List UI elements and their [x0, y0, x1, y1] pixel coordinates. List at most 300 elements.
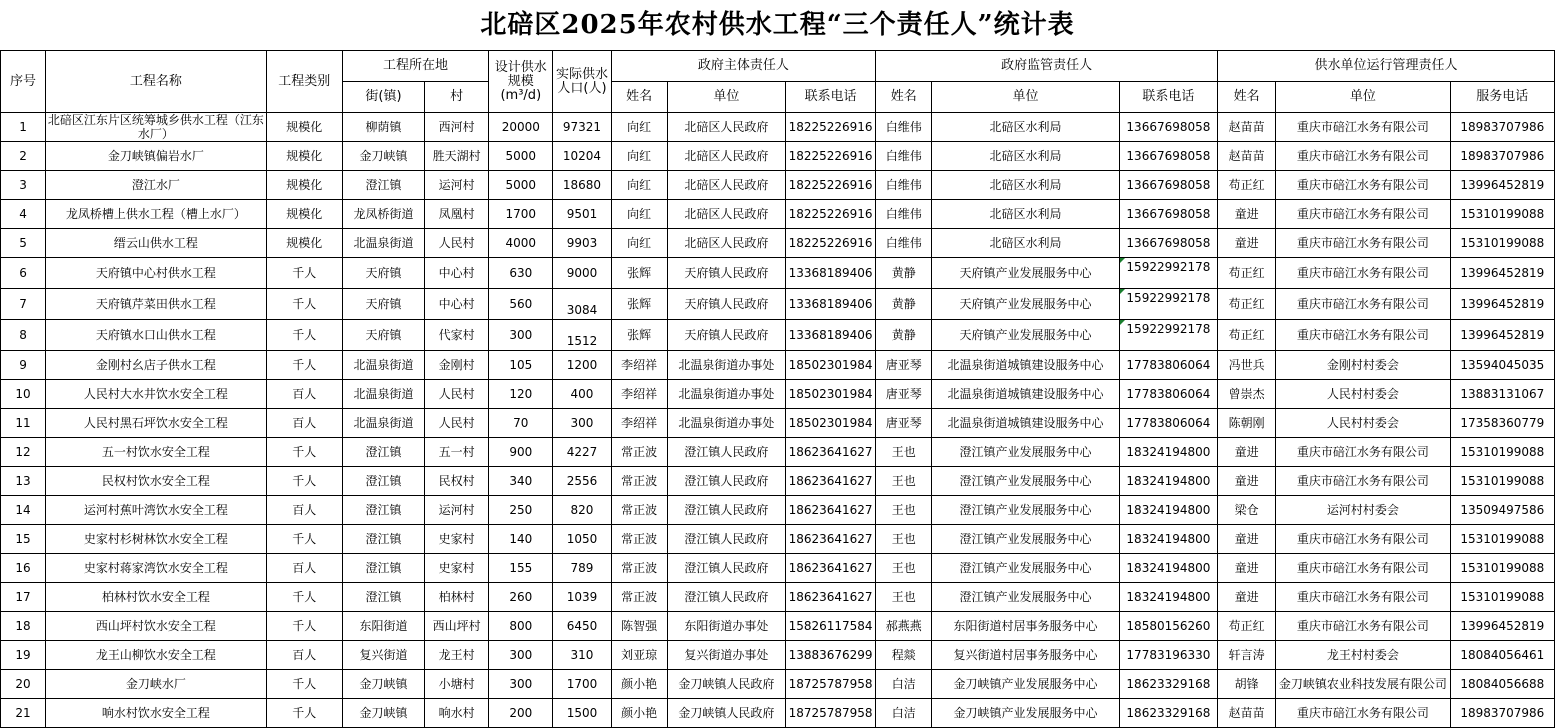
operator-unit: 金刀峡镇农业科技发展有限公司	[1276, 670, 1450, 699]
operator-phone: 13996452819	[1450, 612, 1554, 641]
row-number: 8	[1, 320, 46, 351]
gov-supervise-phone: 17783806064	[1119, 351, 1217, 380]
design-capacity: 105	[489, 351, 553, 380]
gov-main-phone: 18623641627	[785, 583, 875, 612]
project-name: 缙云山供水工程	[46, 229, 267, 258]
gov-supervise-phone: 13667698058	[1119, 142, 1217, 171]
design-capacity: 260	[489, 583, 553, 612]
street-town: 天府镇	[342, 320, 424, 351]
street-town: 金刀峡镇	[342, 142, 424, 171]
operator-phone: 18983707986	[1450, 113, 1554, 142]
project-name: 运河村蕉叶湾饮水安全工程	[46, 496, 267, 525]
gov-supervise-unit: 北碚区水利局	[932, 142, 1119, 171]
gov-supervise-name: 白维伟	[876, 229, 932, 258]
operator-unit: 重庆市碚江水务有限公司	[1276, 438, 1450, 467]
street-town: 北温泉街道	[342, 380, 424, 409]
operator-unit: 重庆市碚江水务有限公司	[1276, 699, 1450, 728]
gov-main-phone: 18623641627	[785, 438, 875, 467]
served-population: 1050	[553, 525, 611, 554]
gov-supervise-name: 唐亚琴	[876, 351, 932, 380]
gov-main-phone: 13368189406	[785, 289, 875, 320]
design-capacity: 4000	[489, 229, 553, 258]
design-capacity: 250	[489, 496, 553, 525]
design-capacity: 5000	[489, 142, 553, 171]
served-population: 9903	[553, 229, 611, 258]
gov-supervise-unit: 北温泉街道城镇建设服务中心	[932, 380, 1119, 409]
project-name: 金刚村幺店子供水工程	[46, 351, 267, 380]
operator-phone: 18983707986	[1450, 699, 1554, 728]
gov-supervise-name: 程燚	[876, 641, 932, 670]
row-number: 6	[1, 258, 46, 289]
gov-main-phone: 18225226916	[785, 200, 875, 229]
header-population: 实际供水人口(人)	[553, 51, 611, 113]
header-gs-name: 姓名	[876, 82, 932, 113]
project-name: 金刀峡镇偏岩水厂	[46, 142, 267, 171]
gov-main-name: 李绍祥	[611, 409, 667, 438]
table-row	[1, 670, 1555, 699]
served-population: 1500	[553, 699, 611, 728]
street-town: 东阳街道	[342, 612, 424, 641]
gov-supervise-phone: 13667698058	[1119, 229, 1217, 258]
design-capacity: 140	[489, 525, 553, 554]
gov-supervise-unit: 澄江镇产业发展服务中心	[932, 554, 1119, 583]
village: 运河村	[425, 171, 489, 200]
header-gs-unit: 单位	[932, 82, 1119, 113]
table-row	[1, 380, 1555, 409]
operator-phone: 13883131067	[1450, 380, 1554, 409]
operator-unit: 重庆市碚江水务有限公司	[1276, 525, 1450, 554]
design-capacity: 340	[489, 467, 553, 496]
operator-phone: 18084056688	[1450, 670, 1554, 699]
street-town: 金刀峡镇	[342, 699, 424, 728]
project-name: 金刀峡水厂	[46, 670, 267, 699]
gov-main-name: 向红	[611, 200, 667, 229]
table-row	[1, 229, 1555, 258]
header-gm-name: 姓名	[611, 82, 667, 113]
operator-name: 苟正红	[1218, 612, 1276, 641]
table-row	[1, 320, 1555, 351]
gov-supervise-name: 王也	[876, 554, 932, 583]
gov-supervise-unit: 东阳街道村居事务服务中心	[932, 612, 1119, 641]
gov-main-phone: 15826117584	[785, 612, 875, 641]
street-town: 复兴街道	[342, 641, 424, 670]
row-number: 21	[1, 699, 46, 728]
gov-supervise-phone: 18623329168	[1119, 670, 1217, 699]
project-name: 民权村饮水安全工程	[46, 467, 267, 496]
project-name: 人民村黑石坪饮水安全工程	[46, 409, 267, 438]
gov-main-name: 张辉	[611, 320, 667, 351]
served-population: 310	[553, 641, 611, 670]
design-capacity: 300	[489, 641, 553, 670]
gov-supervise-unit: 北碚区水利局	[932, 113, 1119, 142]
served-population: 1512	[553, 320, 611, 351]
operator-name: 胡锋	[1218, 670, 1276, 699]
header-operator: 供水单位运行管理责任人	[1218, 51, 1555, 82]
design-capacity: 900	[489, 438, 553, 467]
project-name: 五一村饮水安全工程	[46, 438, 267, 467]
gov-main-phone: 13368189406	[785, 320, 875, 351]
gov-main-phone: 18225226916	[785, 142, 875, 171]
responsibility-table	[0, 50, 1555, 728]
served-population: 789	[553, 554, 611, 583]
gov-supervise-phone: 15922992178	[1119, 320, 1217, 351]
gov-main-phone: 18225226916	[785, 171, 875, 200]
project-type: 千人	[266, 525, 342, 554]
operator-phone: 15310199088	[1450, 525, 1554, 554]
project-name: 龙王山柳饮水安全工程	[46, 641, 267, 670]
operator-unit: 重庆市碚江水务有限公司	[1276, 171, 1450, 200]
gov-supervise-phone: 18324194800	[1119, 525, 1217, 554]
project-type: 千人	[266, 320, 342, 351]
header-gov-main: 政府主体责任人	[611, 51, 876, 82]
row-number: 10	[1, 380, 46, 409]
gov-supervise-name: 唐亚琴	[876, 409, 932, 438]
row-number: 3	[1, 171, 46, 200]
gov-main-phone: 18623641627	[785, 554, 875, 583]
village: 人民村	[425, 229, 489, 258]
operator-unit: 重庆市碚江水务有限公司	[1276, 320, 1450, 351]
gov-main-phone: 18725787958	[785, 699, 875, 728]
project-type: 百人	[266, 380, 342, 409]
project-name: 龙凤桥槽上供水工程（槽上水厂）	[46, 200, 267, 229]
table-row	[1, 289, 1555, 320]
table-row	[1, 438, 1555, 467]
street-town: 柳荫镇	[342, 113, 424, 142]
village: 西河村	[425, 113, 489, 142]
street-town: 龙凤桥街道	[342, 200, 424, 229]
gov-supervise-name: 白洁	[876, 699, 932, 728]
village: 史家村	[425, 554, 489, 583]
gov-main-name: 常正波	[611, 467, 667, 496]
project-type: 千人	[266, 289, 342, 320]
operator-phone: 17358360779	[1450, 409, 1554, 438]
gov-main-unit: 澄江镇人民政府	[667, 583, 785, 612]
operator-phone: 18084056461	[1450, 641, 1554, 670]
project-type: 百人	[266, 554, 342, 583]
page-title: 北碚区2025年农村供水工程“三个责任人”统计表	[480, 10, 1075, 40]
village: 龙王村	[425, 641, 489, 670]
header-seq: 序号	[1, 51, 46, 113]
operator-name: 童进	[1218, 583, 1276, 612]
gov-main-name: 刘亚琼	[611, 641, 667, 670]
gov-supervise-name: 黄静	[876, 289, 932, 320]
operator-name: 苟正红	[1218, 320, 1276, 351]
gov-main-name: 向红	[611, 113, 667, 142]
street-town: 澄江镇	[342, 171, 424, 200]
gov-main-unit: 东阳街道办事处	[667, 612, 785, 641]
row-number: 13	[1, 467, 46, 496]
gov-main-unit: 澄江镇人民政府	[667, 525, 785, 554]
street-town: 天府镇	[342, 289, 424, 320]
village: 凤凰村	[425, 200, 489, 229]
project-name: 天府镇芹菜田供水工程	[46, 289, 267, 320]
gov-supervise-unit: 北碚区水利局	[932, 229, 1119, 258]
gov-supervise-name: 唐亚琴	[876, 380, 932, 409]
operator-name: 赵苗苗	[1218, 699, 1276, 728]
village: 西山坪村	[425, 612, 489, 641]
operator-unit: 重庆市碚江水务有限公司	[1276, 289, 1450, 320]
gov-main-name: 张辉	[611, 289, 667, 320]
gov-supervise-phone: 18324194800	[1119, 438, 1217, 467]
gov-main-name: 张辉	[611, 258, 667, 289]
gov-supervise-unit: 北碚区水利局	[932, 200, 1119, 229]
row-number: 4	[1, 200, 46, 229]
gov-supervise-phone: 17783196330	[1119, 641, 1217, 670]
header-street: 街(镇)	[342, 82, 424, 113]
table-row	[1, 409, 1555, 438]
street-town: 北温泉街道	[342, 409, 424, 438]
gov-supervise-name: 黄静	[876, 320, 932, 351]
gov-main-phone: 13368189406	[785, 258, 875, 289]
gov-main-phone: 18623641627	[785, 467, 875, 496]
table-row	[1, 171, 1555, 200]
street-town: 天府镇	[342, 258, 424, 289]
operator-phone: 13509497586	[1450, 496, 1554, 525]
project-type: 规模化	[266, 229, 342, 258]
operator-name: 童进	[1218, 554, 1276, 583]
gov-supervise-unit: 天府镇产业发展服务中心	[932, 320, 1119, 351]
gov-main-phone: 18502301984	[785, 380, 875, 409]
gov-supervise-phone: 17783806064	[1119, 409, 1217, 438]
table-row	[1, 612, 1555, 641]
gov-main-unit: 北温泉街道办事处	[667, 409, 785, 438]
served-population: 97321	[553, 113, 611, 142]
gov-supervise-name: 王也	[876, 467, 932, 496]
project-type: 规模化	[266, 171, 342, 200]
design-capacity: 560	[489, 289, 553, 320]
street-town: 澄江镇	[342, 438, 424, 467]
street-town: 澄江镇	[342, 467, 424, 496]
header-project: 工程名称	[46, 51, 267, 113]
operator-name: 童进	[1218, 438, 1276, 467]
table-row	[1, 113, 1555, 142]
operator-phone: 15310199088	[1450, 467, 1554, 496]
table-row	[1, 467, 1555, 496]
project-name: 天府镇水口山供水工程	[46, 320, 267, 351]
row-number: 11	[1, 409, 46, 438]
gov-main-name: 常正波	[611, 554, 667, 583]
project-type: 规模化	[266, 142, 342, 171]
gov-supervise-unit: 澄江镇产业发展服务中心	[932, 438, 1119, 467]
served-population: 18680	[553, 171, 611, 200]
project-type: 规模化	[266, 200, 342, 229]
operator-unit: 运河村村委会	[1276, 496, 1450, 525]
gov-main-unit: 澄江镇人民政府	[667, 496, 785, 525]
village: 响水村	[425, 699, 489, 728]
project-name: 柏林村饮水安全工程	[46, 583, 267, 612]
table-row	[1, 583, 1555, 612]
operator-name: 童进	[1218, 200, 1276, 229]
gov-main-unit: 澄江镇人民政府	[667, 467, 785, 496]
operator-name: 童进	[1218, 467, 1276, 496]
gov-supervise-phone: 15922992178	[1119, 289, 1217, 320]
design-capacity: 200	[489, 699, 553, 728]
row-number: 19	[1, 641, 46, 670]
operator-name: 赵苗苗	[1218, 142, 1276, 171]
operator-name: 苟正红	[1218, 171, 1276, 200]
served-population: 820	[553, 496, 611, 525]
table-row	[1, 258, 1555, 289]
project-name: 天府镇中心村供水工程	[46, 258, 267, 289]
project-type: 百人	[266, 641, 342, 670]
gov-main-name: 常正波	[611, 496, 667, 525]
gov-supervise-name: 白维伟	[876, 171, 932, 200]
operator-phone: 13594045035	[1450, 351, 1554, 380]
operator-phone: 18983707986	[1450, 142, 1554, 171]
served-population: 1200	[553, 351, 611, 380]
village: 人民村	[425, 409, 489, 438]
gov-main-unit: 天府镇人民政府	[667, 289, 785, 320]
project-type: 百人	[266, 409, 342, 438]
project-type: 千人	[266, 438, 342, 467]
served-population: 400	[553, 380, 611, 409]
operator-unit: 金刚村村委会	[1276, 351, 1450, 380]
gov-main-phone: 18623641627	[785, 496, 875, 525]
table-row	[1, 142, 1555, 171]
project-type: 千人	[266, 670, 342, 699]
gov-supervise-name: 王也	[876, 525, 932, 554]
gov-main-unit: 天府镇人民政府	[667, 258, 785, 289]
operator-unit: 龙王村村委会	[1276, 641, 1450, 670]
row-number: 18	[1, 612, 46, 641]
row-number: 7	[1, 289, 46, 320]
operator-unit: 重庆市碚江水务有限公司	[1276, 467, 1450, 496]
served-population: 1039	[553, 583, 611, 612]
project-name: 人民村大水井饮水安全工程	[46, 380, 267, 409]
header-design-capacity: 设计供水规模(m³/d)	[489, 51, 553, 113]
gov-supervise-unit: 天府镇产业发展服务中心	[932, 258, 1119, 289]
gov-main-unit: 复兴街道办事处	[667, 641, 785, 670]
header-gs-phone: 联系电话	[1119, 82, 1217, 113]
gov-supervise-name: 白维伟	[876, 142, 932, 171]
village: 代家村	[425, 320, 489, 351]
row-number: 15	[1, 525, 46, 554]
operator-unit: 重庆市碚江水务有限公司	[1276, 113, 1450, 142]
gov-supervise-unit: 澄江镇产业发展服务中心	[932, 525, 1119, 554]
table-body	[1, 113, 1555, 728]
project-name: 响水村饮水安全工程	[46, 699, 267, 728]
table-row	[1, 351, 1555, 380]
header-village: 村	[425, 82, 489, 113]
operator-name: 梁仓	[1218, 496, 1276, 525]
street-town: 北温泉街道	[342, 229, 424, 258]
gov-main-unit: 北碚区人民政府	[667, 171, 785, 200]
table-row	[1, 496, 1555, 525]
operator-phone: 13996452819	[1450, 320, 1554, 351]
served-population: 3084	[553, 289, 611, 320]
street-town: 澄江镇	[342, 525, 424, 554]
header-op-unit: 单位	[1276, 82, 1450, 113]
operator-unit: 重庆市碚江水务有限公司	[1276, 229, 1450, 258]
operator-unit: 重庆市碚江水务有限公司	[1276, 612, 1450, 641]
row-number: 2	[1, 142, 46, 171]
operator-phone: 15310199088	[1450, 229, 1554, 258]
design-capacity: 300	[489, 670, 553, 699]
gov-supervise-name: 王也	[876, 438, 932, 467]
table-row	[1, 641, 1555, 670]
gov-main-name: 陈智强	[611, 612, 667, 641]
village: 运河村	[425, 496, 489, 525]
gov-main-name: 颜小艳	[611, 670, 667, 699]
gov-supervise-phone: 13667698058	[1119, 113, 1217, 142]
gov-supervise-phone: 18623329168	[1119, 699, 1217, 728]
operator-name: 曾崇杰	[1218, 380, 1276, 409]
table-header	[1, 51, 1555, 113]
design-capacity: 630	[489, 258, 553, 289]
village: 五一村	[425, 438, 489, 467]
operator-unit: 重庆市碚江水务有限公司	[1276, 200, 1450, 229]
gov-supervise-name: 白维伟	[876, 113, 932, 142]
gov-main-phone: 18225226916	[785, 229, 875, 258]
gov-main-name: 李绍祥	[611, 380, 667, 409]
gov-main-unit: 北碚区人民政府	[667, 142, 785, 171]
street-town: 澄江镇	[342, 554, 424, 583]
operator-phone: 13996452819	[1450, 171, 1554, 200]
gov-main-unit: 北温泉街道办事处	[667, 380, 785, 409]
project-type: 千人	[266, 612, 342, 641]
village: 人民村	[425, 380, 489, 409]
operator-unit: 人民村村委会	[1276, 409, 1450, 438]
gov-main-unit: 北碚区人民政府	[667, 113, 785, 142]
operator-phone: 15310199088	[1450, 554, 1554, 583]
row-number: 5	[1, 229, 46, 258]
table-row	[1, 525, 1555, 554]
header-gov-supervise: 政府监管责任人	[876, 51, 1218, 82]
operator-phone: 13996452819	[1450, 289, 1554, 320]
gov-supervise-phone: 18324194800	[1119, 467, 1217, 496]
table-row	[1, 200, 1555, 229]
gov-supervise-phone: 18324194800	[1119, 583, 1217, 612]
row-number: 20	[1, 670, 46, 699]
row-number: 17	[1, 583, 46, 612]
operator-name: 轩言涛	[1218, 641, 1276, 670]
street-town: 北温泉街道	[342, 351, 424, 380]
design-capacity: 5000	[489, 171, 553, 200]
village: 柏林村	[425, 583, 489, 612]
gov-supervise-unit: 北碚区水利局	[932, 171, 1119, 200]
gov-main-name: 向红	[611, 171, 667, 200]
gov-supervise-unit: 金刀峡镇产业发展服务中心	[932, 699, 1119, 728]
gov-supervise-unit: 金刀峡镇产业发展服务中心	[932, 670, 1119, 699]
gov-main-name: 向红	[611, 229, 667, 258]
gov-supervise-name: 白维伟	[876, 200, 932, 229]
served-population: 9501	[553, 200, 611, 229]
gov-main-phone: 18725787958	[785, 670, 875, 699]
operator-name: 童进	[1218, 525, 1276, 554]
gov-main-unit: 澄江镇人民政府	[667, 438, 785, 467]
project-type: 千人	[266, 467, 342, 496]
table-row	[1, 554, 1555, 583]
gov-supervise-unit: 澄江镇产业发展服务中心	[932, 583, 1119, 612]
gov-main-name: 常正波	[611, 438, 667, 467]
village: 金刚村	[425, 351, 489, 380]
design-capacity: 70	[489, 409, 553, 438]
gov-supervise-phone: 18324194800	[1119, 554, 1217, 583]
header-gm-phone: 联系电话	[785, 82, 875, 113]
design-capacity: 300	[489, 320, 553, 351]
row-number: 14	[1, 496, 46, 525]
project-name: 史家村蒋家湾饮水安全工程	[46, 554, 267, 583]
design-capacity: 20000	[489, 113, 553, 142]
row-number: 16	[1, 554, 46, 583]
gov-supervise-phone: 13667698058	[1119, 171, 1217, 200]
gov-main-name: 常正波	[611, 525, 667, 554]
gov-supervise-unit: 澄江镇产业发展服务中心	[932, 496, 1119, 525]
gov-supervise-phone: 18580156260	[1119, 612, 1217, 641]
operator-unit: 人民村村委会	[1276, 380, 1450, 409]
project-name: 澄江水厂	[46, 171, 267, 200]
served-population: 4227	[553, 438, 611, 467]
